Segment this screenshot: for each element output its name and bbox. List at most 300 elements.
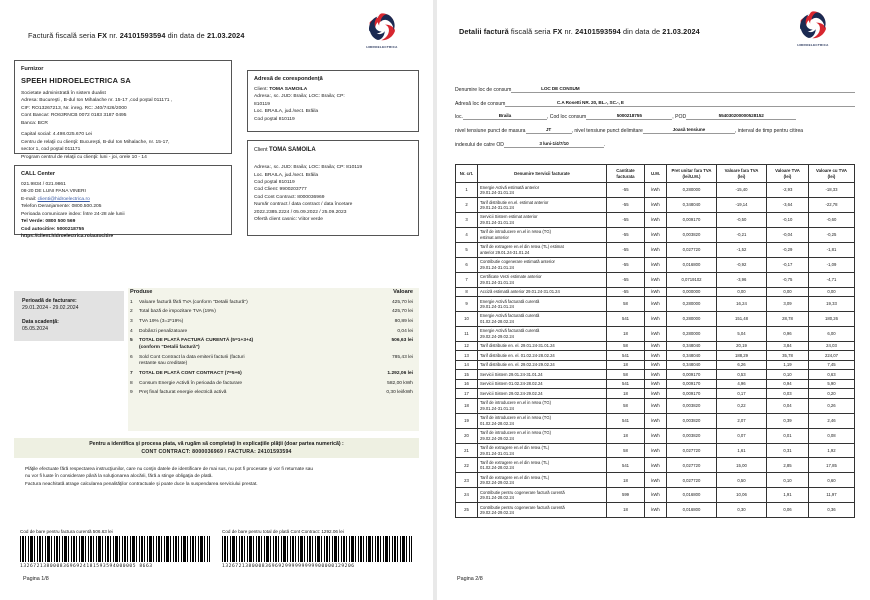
detail-row-unit-price: 0,280000 bbox=[667, 183, 717, 198]
billing-period-label: Perioadă de facturare: bbox=[22, 298, 77, 304]
product-row-label: Preţ final facturat energie electrică activă bbox=[139, 390, 227, 396]
measure-voltage-label: nivel tensiune punct de masura bbox=[455, 127, 526, 134]
detail-row-vat: 0,10 bbox=[767, 370, 809, 380]
page2-title-series: FX bbox=[552, 27, 563, 36]
product-row-label: Consum Energie Activă în perioada de facturare bbox=[139, 380, 243, 386]
detail-row-unit-price: 0,009170 bbox=[667, 379, 717, 389]
detail-row-value-no-vat: 16,24 bbox=[717, 297, 767, 312]
supplier-lines: Societate administrată în sistem dualist Adresa: Bucureşti , B-dul Ion Mihalache nr. 15-17 ,cod poştal 011171 , CIF: RO13267213, Nr. inreg. RC: J40/7426/2000 Cont Bancar: RO63RNCB 0072 0183 3187 0495 Banca: BCR bbox=[21, 91, 173, 126]
detail-row-value-with-vat: 180,26 bbox=[809, 311, 855, 326]
detail-row-vat: -3,64 bbox=[767, 198, 809, 213]
detail-row-quantity: 18 bbox=[607, 428, 645, 443]
detail-row-value-no-vat: 0,00 bbox=[717, 287, 767, 297]
detail-row-number: 15 bbox=[456, 370, 478, 380]
detail-row-vat: 0,94 bbox=[767, 379, 809, 389]
product-row-value: 506,63 lei bbox=[391, 338, 413, 344]
detail-row-value-no-vat: -19,14 bbox=[717, 198, 767, 213]
products-body bbox=[128, 298, 419, 399]
detail-row-value-no-vat: 6,26 bbox=[717, 360, 767, 370]
product-row-number: 6 bbox=[130, 354, 133, 360]
detail-row-vat: 0,10 bbox=[767, 473, 809, 488]
detail-row-quantity: 58 bbox=[607, 341, 645, 351]
due-date-label: Data scadenţă: bbox=[22, 319, 59, 325]
form-row-reading-interval: indexului de catre OD 3 luni-1/4/7/10 . bbox=[455, 140, 606, 148]
detail-row-value-no-vat: 1,61 bbox=[717, 443, 767, 458]
detail-row-number: 13 bbox=[456, 351, 478, 361]
call-center-green-line: Tel Verde: 0800 500 569 bbox=[21, 219, 76, 225]
detail-table-row bbox=[456, 458, 855, 473]
form-row-locality bbox=[455, 113, 855, 120]
detail-table-row bbox=[456, 297, 855, 312]
detail-row-description: Servicii Sistem 29.02.24-29.02.24 bbox=[478, 389, 607, 399]
detail-row-quantity: 18 bbox=[607, 360, 645, 370]
invoice-detail-table bbox=[455, 164, 855, 518]
products-header-name: Produse bbox=[130, 289, 153, 295]
detail-row-value-with-vat: 17,85 bbox=[809, 458, 855, 473]
page1-title-prefix: Factură fiscală seria bbox=[28, 31, 98, 40]
detail-row-quantity: -55 bbox=[607, 242, 645, 257]
product-row bbox=[128, 337, 419, 353]
detail-row-value-with-vat: -22,78 bbox=[809, 198, 855, 213]
client-name-line: Client TOMA SAMOILA bbox=[254, 147, 316, 153]
detail-table-row bbox=[456, 326, 855, 341]
place-address-label: Adresă loc de consum bbox=[455, 100, 506, 107]
client-offer: Ofertă client casnic: Viitor verde bbox=[254, 217, 323, 223]
detail-row-quantity: 541 bbox=[607, 458, 645, 473]
detail-row-description: Tarif de extragere en.el din retea (TL) estimat anterior 29.01.24-31.01.24 bbox=[478, 242, 607, 257]
products-header-value: Valoare bbox=[393, 289, 413, 295]
product-row-number: 4 bbox=[130, 328, 133, 334]
detail-row-unit: kWh bbox=[645, 242, 667, 257]
detail-row-vat: 0,96 bbox=[767, 326, 809, 341]
detail-row-unit: kWh bbox=[645, 311, 667, 326]
detail-row-quantity: -55 bbox=[607, 257, 645, 272]
product-row bbox=[128, 389, 419, 399]
detail-row-description: Servicii Sistem estimat anterior 29.01.24-31.01.24 bbox=[478, 212, 607, 227]
detail-row-unit: kWh bbox=[645, 326, 667, 341]
detail-row-value-no-vat: -0,50 bbox=[717, 212, 767, 227]
product-row bbox=[128, 327, 419, 337]
delimit-voltage-label: , nivel tensiune punct delimitare bbox=[571, 127, 643, 134]
product-row-value: 582,00 kWh bbox=[387, 380, 413, 386]
detail-row-quantity: 18 bbox=[607, 503, 645, 518]
consumption-code-label: , Cod loc consum bbox=[546, 114, 587, 121]
detail-table-row bbox=[456, 379, 855, 389]
product-row bbox=[128, 317, 419, 327]
barcode-current-bars bbox=[20, 536, 210, 562]
detail-row-unit: kWh bbox=[645, 360, 667, 370]
detail-row-description: Tarif de introducere en.el in retea (TG) 29.02.24-29.02.24 bbox=[478, 428, 607, 443]
call-center-phone: 021.9834 / 021.9861 bbox=[21, 182, 66, 187]
detail-row-unit: kWh bbox=[645, 287, 667, 297]
product-row-number: 7 bbox=[130, 370, 133, 376]
detail-row-description: Certificate Verzi estimate anterior 29.01.24-31.01.24 bbox=[478, 272, 607, 287]
detail-row-value-no-vat: 0,17 bbox=[717, 389, 767, 399]
detail-table-row bbox=[456, 351, 855, 361]
pod-value: 554030200000528152 bbox=[686, 113, 796, 120]
detail-row-unit-price: 0,348040 bbox=[667, 341, 717, 351]
client-contract-dates: 2022.2385.2224 / 05.09.2022 / 25.09.2023 bbox=[254, 209, 347, 215]
detail-row-quantity: 18 bbox=[607, 389, 645, 399]
detail-row-value-no-vat: 10,06 bbox=[717, 488, 767, 503]
detail-row-value-with-vat: 224,07 bbox=[809, 351, 855, 361]
call-center-title: CALL Center bbox=[21, 171, 56, 177]
detail-row-number: 6 bbox=[456, 257, 478, 272]
detail-row-number: 5 bbox=[456, 242, 478, 257]
detail-table-row bbox=[456, 212, 855, 227]
detail-row-number: 19 bbox=[456, 413, 478, 428]
detail-row-number: 2 bbox=[456, 198, 478, 213]
product-row bbox=[128, 353, 419, 369]
detail-row-value-no-vat: -0,21 bbox=[717, 227, 767, 242]
detail-row-vat: -0,75 bbox=[767, 272, 809, 287]
detail-row-description: Tarif de extragere en.el din retea (TL) 29.02.24-29.02.24 bbox=[478, 473, 607, 488]
payment-account-reference: CONT CONTRACT: 8000036969 / FACTURA: 24101593594 bbox=[141, 449, 292, 455]
detail-row-number: 20 bbox=[456, 428, 478, 443]
product-row bbox=[128, 308, 419, 318]
detail-row-number: 8 bbox=[456, 287, 478, 297]
detail-row-vat: 0,31 bbox=[767, 443, 809, 458]
detail-row-description: Energie Activă facturată curentă 29.01.24-31.01.24 bbox=[478, 297, 607, 312]
detail-row-unit-price: 0,348040 bbox=[667, 360, 717, 370]
detail-row-unit: kWh bbox=[645, 488, 667, 503]
detail-row-vat: -0,17 bbox=[767, 257, 809, 272]
detail-row-value-no-vat: 15,00 bbox=[717, 458, 767, 473]
detail-row-value-with-vat: 24,03 bbox=[809, 341, 855, 351]
detail-row-description: Tarif de introducere en.el in retea (TG) estimat anterior bbox=[478, 227, 607, 242]
products-summary-table bbox=[128, 288, 419, 431]
hidroelectrica-swirl-icon bbox=[793, 8, 833, 42]
detail-row-quantity: 599 bbox=[607, 488, 645, 503]
detail-row-number: 22 bbox=[456, 458, 478, 473]
od-reading-value: 3 luni-1/4/7/10 bbox=[504, 141, 604, 148]
detail-row-value-no-vat: 188,29 bbox=[717, 351, 767, 361]
barcode-total-bars bbox=[222, 536, 412, 562]
page2-invoice-number: 24101593594 bbox=[575, 27, 621, 36]
detail-row-unit: kWh bbox=[645, 198, 667, 213]
detail-row-unit-price: 0,027720 bbox=[667, 473, 717, 488]
detail-table-row bbox=[456, 341, 855, 351]
detail-row-description: Servicii Sistem 01.02.24-28.02.24 bbox=[478, 379, 607, 389]
page1-title bbox=[28, 31, 244, 40]
detail-table-row bbox=[456, 389, 855, 399]
detail-row-quantity: -55 bbox=[607, 212, 645, 227]
detail-table-row bbox=[456, 473, 855, 488]
detail-row-value-with-vat: 0,08 bbox=[809, 428, 855, 443]
call-center-hours: 08-20 DE LUNI PANA VINERI bbox=[21, 189, 86, 195]
detail-row-unit: kWh bbox=[645, 503, 667, 518]
detail-row-vat: 0,06 bbox=[767, 503, 809, 518]
detail-row-unit: kWh bbox=[645, 272, 667, 287]
detail-row-quantity: -55 bbox=[607, 287, 645, 297]
correspondence-client-line: Client: TOMA SAMOILA bbox=[254, 87, 308, 92]
measure-voltage-value: JT bbox=[526, 127, 572, 134]
detail-row-vat: 0,39 bbox=[767, 413, 809, 428]
detail-table-row bbox=[456, 360, 855, 370]
hidroelectrica-swirl-icon bbox=[362, 10, 402, 44]
detail-row-number: 18 bbox=[456, 398, 478, 413]
detail-row-number: 25 bbox=[456, 503, 478, 518]
detail-row-value-with-vat: 6,00 bbox=[809, 326, 855, 341]
detail-row-value-no-vat: -15,40 bbox=[717, 183, 767, 198]
detail-row-vat: 28,78 bbox=[767, 311, 809, 326]
detail-col-header: Valoare fara TVA (lei) bbox=[717, 165, 767, 183]
detail-row-description: Tarif distributie en.el. estimat anterior 29.01.24-31.01.24 bbox=[478, 198, 607, 213]
detail-col-header: Valoare TVA (lei) bbox=[767, 165, 809, 183]
detail-table-row bbox=[456, 287, 855, 297]
product-row bbox=[128, 369, 419, 379]
call-center-faults-phone: Telefon Deranjamente: 0800.500.205 bbox=[21, 204, 102, 210]
detail-row-unit-price: 0,280000 bbox=[667, 311, 717, 326]
product-row-label: Dobânzi penalizatoare bbox=[139, 328, 188, 334]
detail-row-value-with-vat: 19,33 bbox=[809, 297, 855, 312]
page1-invoice-date: 21.03.2024 bbox=[206, 31, 245, 40]
product-row-value: 0,30 lei/kWh bbox=[386, 390, 413, 396]
detail-row-value-with-vat: 0,60 bbox=[809, 473, 855, 488]
detail-row-number: 12 bbox=[456, 341, 478, 351]
logo-wordmark: HIDROELECTRICA bbox=[366, 45, 398, 49]
call-center-index-period: Perioada comunicare index: Între 24-28 ale lunii bbox=[21, 211, 125, 217]
detail-row-quantity: 541 bbox=[607, 351, 645, 361]
detail-row-unit: kWh bbox=[645, 379, 667, 389]
detail-row-unit-price: 0,280000 bbox=[667, 326, 717, 341]
detail-row-description: Servicii Sistem 29.01.24-31.01.24 bbox=[478, 370, 607, 380]
detail-row-vat: -2,93 bbox=[767, 183, 809, 198]
detail-row-value-no-vat: 151,48 bbox=[717, 311, 767, 326]
detail-row-unit-price: 0,003820 bbox=[667, 428, 717, 443]
page2-invoice-date: 21.03.2024 bbox=[662, 27, 700, 36]
detail-row-value-with-vat: 0,36 bbox=[809, 503, 855, 518]
client-box: Client TOMA SAMOILA Adresa:, sc. JUD: Braila; LOC: Braila; CP: 810119 Loc. BRAILA, jud./sect. Brăila Cod poştal 810119 Cod Client: 9900203777 Cod Cont Contract: 8000036969 Număr contract / data contract / data încetare 2022.2385.2224 / 05.09.2022 / 25.09.2023 Ofertă client casnic: Viitor verde bbox=[247, 140, 419, 236]
call-center-selfread-url[interactable]: https://client.hidroelectrica.ro/autocitire bbox=[21, 234, 114, 240]
products-table bbox=[128, 288, 419, 399]
barcode-total-caption: Cod de bare pentru total de plată Cont Contract: 1292.06 lei bbox=[222, 529, 344, 534]
detail-row-unit-price: 0,009170 bbox=[667, 212, 717, 227]
detail-row-description: Energie Activă facturată curentă 01.02.24-28.02.24 bbox=[478, 311, 607, 326]
detail-table-row bbox=[456, 443, 855, 458]
detail-row-value-no-vat: 5,04 bbox=[717, 326, 767, 341]
detail-row-value-no-vat: 2,07 bbox=[717, 413, 767, 428]
detail-table-row bbox=[456, 227, 855, 242]
detail-row-quantity: 58 bbox=[607, 370, 645, 380]
product-row-label: Sold Cont Contract la data emiterii facturii (facturi restante sau creditate) bbox=[139, 354, 245, 367]
od-reading-label: indexului de catre OD bbox=[455, 141, 504, 148]
call-center-email-link[interactable]: clienti@hidroelectrica.ro bbox=[37, 196, 90, 202]
product-row-value: 425,70 lei bbox=[391, 299, 413, 305]
detail-row-unit: kWh bbox=[645, 389, 667, 399]
detail-row-unit: kWh bbox=[645, 257, 667, 272]
barcode-current-invoice bbox=[20, 529, 210, 569]
reading-interval-label: , interval de timp pentru citirea bbox=[734, 127, 804, 134]
detail-row-vat: -0,29 bbox=[767, 242, 809, 257]
detail-col-header: U.M. bbox=[645, 165, 667, 183]
detail-row-unit: kWh bbox=[645, 443, 667, 458]
detail-row-quantity: 18 bbox=[607, 326, 645, 341]
product-row-label: TOTAL DE PLATĂ CONT CONTRACT (7=5+6) bbox=[139, 370, 242, 376]
detail-row-vat: 0,00 bbox=[767, 287, 809, 297]
detail-row-value-with-vat: -0,60 bbox=[809, 212, 855, 227]
detail-row-value-no-vat: -1,52 bbox=[717, 242, 767, 257]
invoice-page-1 bbox=[0, 0, 433, 600]
call-center-box bbox=[14, 165, 232, 240]
detail-row-unit-price: 0,0719102 bbox=[667, 272, 717, 287]
product-row-label: TVA 19% (3=2*19%) bbox=[139, 319, 184, 325]
barcode-total-account bbox=[222, 529, 412, 569]
detail-table-row bbox=[456, 398, 855, 413]
detail-row-quantity: -55 bbox=[607, 272, 645, 287]
detail-row-unit-price: 0,016800 bbox=[667, 488, 717, 503]
detail-row-value-with-vat: 0,00 bbox=[809, 287, 855, 297]
detail-row-quantity: -55 bbox=[607, 183, 645, 198]
detail-row-unit: kWh bbox=[645, 428, 667, 443]
detail-row-number: 16 bbox=[456, 379, 478, 389]
detail-row-quantity: 58 bbox=[607, 443, 645, 458]
detail-table-row bbox=[456, 183, 855, 198]
detail-row-vat: 1,91 bbox=[767, 488, 809, 503]
detail-table-row bbox=[456, 198, 855, 213]
detail-row-quantity: 541 bbox=[607, 413, 645, 428]
detail-row-value-with-vat: 1,92 bbox=[809, 443, 855, 458]
page1-footer: Pagina 1/8 bbox=[23, 576, 49, 582]
detail-row-unit-price: 0,348040 bbox=[667, 198, 717, 213]
product-row-value: 80,89 lei bbox=[394, 319, 413, 325]
due-date-value: 05.05.2024 bbox=[22, 326, 48, 332]
detail-row-value-with-vat: 0,20 bbox=[809, 389, 855, 399]
detail-row-vat: -0,04 bbox=[767, 227, 809, 242]
detail-row-quantity: 541 bbox=[607, 311, 645, 326]
detail-row-number: 14 bbox=[456, 360, 478, 370]
detail-row-unit: kWh bbox=[645, 458, 667, 473]
detail-row-description: Tarif de extragere en.el din retea (TL) 29.01.24-31.01.24 bbox=[478, 443, 607, 458]
detail-body bbox=[456, 183, 855, 518]
detail-row-number: 21 bbox=[456, 443, 478, 458]
product-row-number: 5 bbox=[130, 338, 133, 344]
detail-row-unit-price: 0,009170 bbox=[667, 389, 717, 399]
product-row-value: 0,04 lei bbox=[397, 328, 413, 334]
product-row-value: 425,70 lei bbox=[391, 309, 413, 315]
detail-row-quantity: -55 bbox=[607, 198, 645, 213]
supplier-box-title: Furnizor bbox=[21, 66, 44, 72]
detail-row-value-with-vat: -1,09 bbox=[809, 257, 855, 272]
barcode-total-digits: 1326721380008369692999999999900000129206 bbox=[222, 564, 355, 569]
detail-row-description: Energie Activă facturată curentă 29.02.24-29.02.24 bbox=[478, 326, 607, 341]
correspondence-client-name: TOMA SAMOILA bbox=[269, 87, 308, 92]
detail-header-row bbox=[456, 165, 855, 183]
product-row-number: 8 bbox=[130, 380, 133, 386]
detail-row-value-with-vat: 7,45 bbox=[809, 360, 855, 370]
detail-row-description: Tarif de extragere en.el din retea (TL) 01.02.24-28.02.24 bbox=[478, 458, 607, 473]
consumption-code-value: 5000218755 bbox=[586, 113, 672, 120]
detail-row-value-with-vat: -18,33 bbox=[809, 183, 855, 198]
hidroelectrica-logo bbox=[359, 10, 405, 54]
detail-row-value-with-vat: -4,71 bbox=[809, 272, 855, 287]
products-header-row bbox=[128, 288, 419, 298]
page1-invoice-number: 24101593594 bbox=[119, 31, 166, 40]
call-center-selfread-code: Cod autocitire: 5000218755 bbox=[21, 226, 85, 232]
detail-row-number: 7 bbox=[456, 272, 478, 287]
detail-row-unit-price: 0,009170 bbox=[667, 370, 717, 380]
detail-row-unit: kWh bbox=[645, 413, 667, 428]
detail-row-unit-price: 0,348040 bbox=[667, 351, 717, 361]
hidroelectrica-logo-page2 bbox=[790, 8, 836, 52]
detail-row-unit: kWh bbox=[645, 473, 667, 488]
client-code: Cod Client: 9900203777 bbox=[254, 187, 307, 193]
detail-col-header: Nr. crt. bbox=[456, 165, 478, 183]
detail-row-vat: 3,09 bbox=[767, 297, 809, 312]
detail-table-row bbox=[456, 272, 855, 287]
detail-row-value-no-vat: -0,92 bbox=[717, 257, 767, 272]
detail-row-value-no-vat: 4,96 bbox=[717, 379, 767, 389]
payment-instruction-band bbox=[14, 438, 419, 458]
detail-table-row bbox=[456, 428, 855, 443]
detail-row-unit-price: 0,027720 bbox=[667, 458, 717, 473]
detail-row-value-no-vat: 20,19 bbox=[717, 341, 767, 351]
detail-col-header: Valoare cu TVA (lei) bbox=[809, 165, 855, 183]
detail-row-unit: kWh bbox=[645, 212, 667, 227]
detail-row-unit-price: 0,016800 bbox=[667, 503, 717, 518]
detail-row-unit: kWh bbox=[645, 297, 667, 312]
detail-row-number: 24 bbox=[456, 488, 478, 503]
place-address-value: C.A Rosetti NR. 20, BL.-, SC.-, E bbox=[505, 100, 675, 107]
page1-title-series: FX bbox=[97, 31, 108, 40]
detail-row-description: Contributie pentru cogenerare factură curentă 29.01.24-28.02.24 bbox=[478, 488, 607, 503]
barcode-current-digits: 13267213800083696924181593594000005 8663 bbox=[20, 564, 153, 569]
detail-table-row bbox=[456, 370, 855, 380]
detail-row-value-no-vat: 0,22 bbox=[717, 398, 767, 413]
detail-row-quantity: 58 bbox=[607, 297, 645, 312]
product-row bbox=[128, 379, 419, 389]
detail-row-value-with-vat: 5,90 bbox=[809, 379, 855, 389]
detail-table-row bbox=[456, 242, 855, 257]
detail-table-row bbox=[456, 257, 855, 272]
page2-title-prefix: Detalii factură bbox=[459, 27, 509, 36]
detail-row-number: 11 bbox=[456, 326, 478, 341]
detail-row-value-with-vat: 2,46 bbox=[809, 413, 855, 428]
supplier-box bbox=[14, 60, 232, 160]
detail-row-vat: 0,03 bbox=[767, 389, 809, 399]
page1-title-mid: nr. bbox=[107, 31, 120, 40]
detail-row-description: Tarif distributie en. el. 29.01.24-31.01.24 bbox=[478, 341, 607, 351]
detail-row-vat: 3,84 bbox=[767, 341, 809, 351]
detail-row-quantity: -55 bbox=[607, 227, 645, 242]
detail-row-description: Acciză estimată anterior 29.01.24-31.01.24 bbox=[478, 287, 607, 297]
logo-wordmark: HIDROELECTRICA bbox=[797, 43, 829, 47]
product-row-value: 785,43 lei bbox=[391, 354, 413, 360]
billing-period-panel bbox=[14, 291, 124, 341]
detail-table-row bbox=[456, 503, 855, 518]
detail-row-value-with-vat: 0,26 bbox=[809, 398, 855, 413]
product-row-number: 3 bbox=[130, 319, 133, 325]
detail-table-row bbox=[456, 311, 855, 326]
detail-row-unit-price: 0,003820 bbox=[667, 413, 717, 428]
detail-row-unit: kWh bbox=[645, 398, 667, 413]
detail-row-value-no-vat: 0,30 bbox=[717, 503, 767, 518]
detail-row-vat: 2,85 bbox=[767, 458, 809, 473]
call-center-email-line: E-mail: clienti@hidroelectrica.ro bbox=[21, 196, 90, 202]
product-row bbox=[128, 298, 419, 308]
product-row-number: 1 bbox=[130, 299, 133, 305]
detail-row-vat: 0,01 bbox=[767, 428, 809, 443]
detail-row-unit-price: 0,280000 bbox=[667, 297, 717, 312]
detail-row-number: 3 bbox=[456, 212, 478, 227]
detail-row-description: Tarif distributie en. el. 01.02.24-28.02.24 bbox=[478, 351, 607, 361]
locality-label: loc. bbox=[455, 114, 463, 121]
detail-row-description: Tarif de introducere en.el in retea (TG) 29.01.24-31.01.24 bbox=[478, 398, 607, 413]
pod-label: , POD bbox=[672, 114, 687, 121]
page1-title-date-label: din data de bbox=[165, 31, 207, 40]
detail-row-value-with-vat: -0,25 bbox=[809, 227, 855, 242]
delimit-voltage-value: Joasă tensiune bbox=[643, 127, 735, 134]
